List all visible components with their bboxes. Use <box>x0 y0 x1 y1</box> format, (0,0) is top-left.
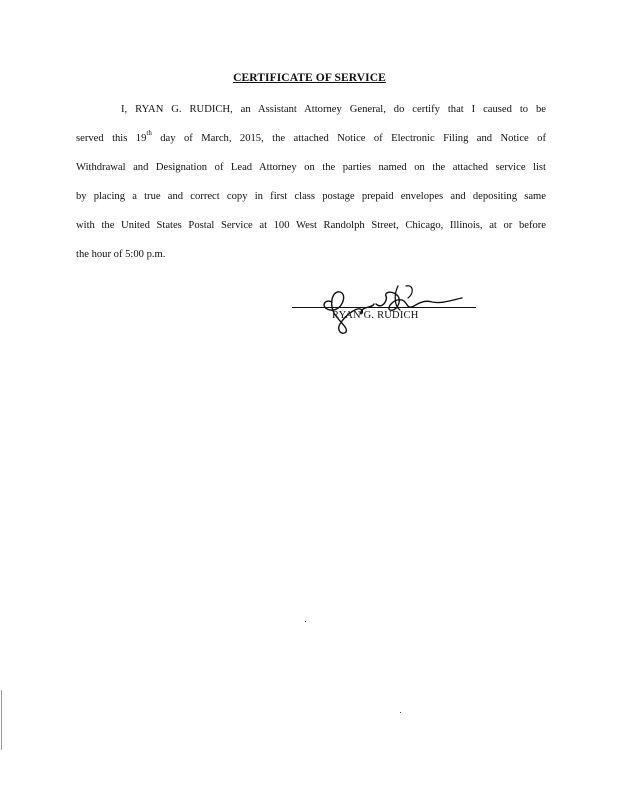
paragraph-line-2-end: day of March, 2015, the attached Notice of Electronic Filing and Notice of <box>151 133 546 144</box>
paragraph-line-2-start: served this 19 <box>76 133 147 144</box>
document-title: CERTIFICATE OF SERVICE <box>233 72 386 84</box>
scan-edge-mark <box>1 690 2 750</box>
scan-speck <box>305 621 306 622</box>
paragraph-line-1: I, RYAN G. RUDICH, an Assistant Attorney General, do certify that I caused to be <box>121 104 546 115</box>
signature-block <box>292 280 478 340</box>
scan-speck <box>400 712 401 713</box>
certificate-paragraph <box>76 95 546 269</box>
handwritten-signature <box>302 280 472 335</box>
paragraph-line-3: Withdrawal and Designation of Lead Attorney on the parties named on the attached service list <box>76 162 546 173</box>
signatory-name: RYAN G. RUDICH <box>332 310 419 321</box>
paragraph-line-5: with the United States Postal Service at 100 West Randolph Street, Chicago, Illinois, at or before <box>76 220 546 231</box>
paragraph-line-4: by placing a true and correct copy in first class postage prepaid envelopes and depositing same <box>76 191 546 202</box>
paragraph-line-2 <box>76 124 546 153</box>
paragraph-line-6: the hour of 5:00 p.m. <box>76 249 166 260</box>
ordinal-suffix: th <box>146 129 152 138</box>
